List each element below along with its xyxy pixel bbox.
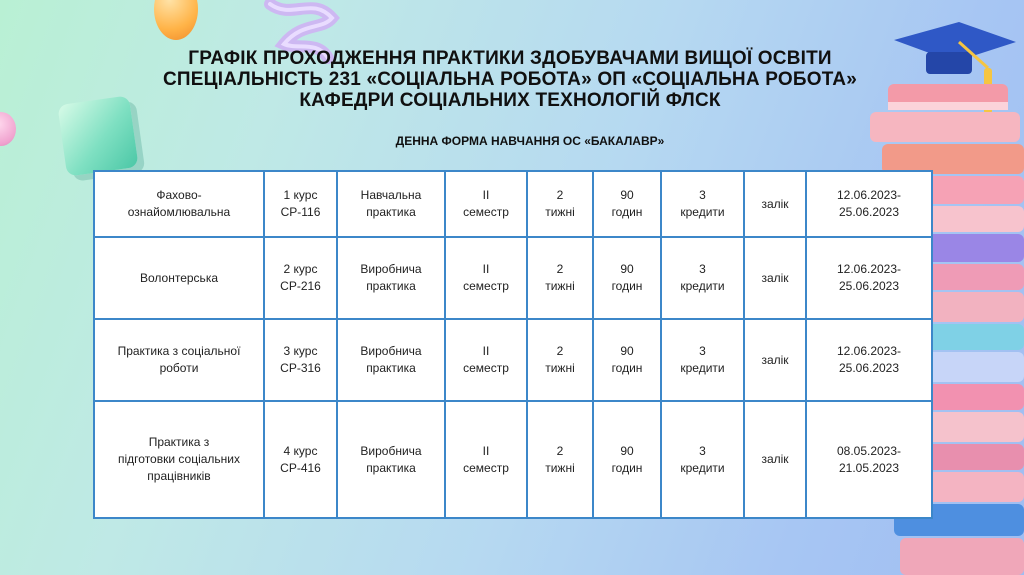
cell-text: 3 кредити — [680, 262, 725, 293]
cell-text: залік — [761, 352, 789, 367]
semester-cell — [445, 171, 527, 237]
cell-text: ІІ семестр — [463, 262, 509, 293]
practice-type-cell — [337, 319, 445, 401]
practice-name-cell — [94, 171, 264, 237]
cell-text: 3 кредити — [680, 443, 725, 475]
table-row — [94, 401, 932, 518]
course-group-cell — [264, 171, 337, 237]
practice-name-cell — [94, 401, 264, 518]
cell-text: Волонтерська — [140, 270, 218, 285]
title-line-1: ГРАФІК ПРОХОДЖЕННЯ ПРАКТИКИ ЗДОБУВАЧАМИ ВИЩОЇ ОСВІТИ — [188, 48, 832, 69]
cell-text: залік — [761, 452, 789, 466]
credits-cell — [661, 237, 744, 319]
cell-text: залік — [761, 196, 789, 211]
table-row — [94, 237, 932, 319]
orange-sphere-decoration — [154, 0, 198, 40]
title-line-3: КАФЕДРИ СОЦІАЛЬНИХ ТЕХНОЛОГІЙ ФЛСК — [299, 90, 721, 111]
cell-text: Виробнича практика — [360, 262, 422, 293]
cell-text: Практика з соціальної роботи — [117, 344, 241, 375]
cell-text: залік — [761, 270, 789, 285]
practice-schedule-table — [93, 170, 931, 517]
cell-text: 2 тижні — [545, 344, 575, 375]
date-range-cell — [806, 171, 932, 237]
assessment-cell — [744, 237, 806, 319]
hours-cell — [593, 237, 661, 319]
practice-type-cell — [337, 401, 445, 518]
cell-text: ІІ семестр — [463, 344, 509, 375]
assessment-cell — [744, 401, 806, 518]
pink-sphere-decoration — [0, 112, 16, 146]
cell-text: 2 тижні — [545, 262, 575, 293]
course-group-cell — [264, 401, 337, 518]
cell-text: 90 годин — [611, 443, 643, 475]
page-subtitle: ДЕННА ФОРМА НАВЧАННЯ ОС «БАКАЛАВР» — [395, 134, 665, 148]
cell-text: 12.06.2023- 25.06.2023 — [836, 188, 902, 219]
cell-text: 3 кредити — [680, 344, 725, 375]
hours-cell — [593, 319, 661, 401]
duration-weeks-cell — [527, 401, 593, 518]
credits-cell — [661, 171, 744, 237]
semester-cell — [445, 237, 527, 319]
cell-text: 90 годин — [611, 188, 643, 219]
practice-type-cell — [337, 171, 445, 237]
cell-text: 90 годин — [611, 262, 643, 293]
cell-text: 2 тижні — [545, 188, 575, 219]
cell-text: 4 курс СР-416 — [280, 443, 321, 475]
cell-text: Виробнича практика — [360, 344, 422, 375]
cell-text: ІІ семестр — [463, 443, 509, 475]
practice-name-cell — [94, 237, 264, 319]
cell-text: 08.05.2023- 21.05.2023 — [836, 443, 902, 475]
duration-weeks-cell — [527, 171, 593, 237]
cell-text: 2 курс СР-216 — [280, 262, 321, 293]
course-group-cell — [264, 319, 337, 401]
cell-text: 12.06.2023- 25.06.2023 — [836, 344, 902, 375]
cell-text: 3 курс СР-316 — [280, 344, 321, 375]
hours-cell — [593, 171, 661, 237]
cell-text: Фахово- ознайомлювальна — [127, 188, 231, 219]
credits-cell — [661, 401, 744, 518]
assessment-cell — [744, 171, 806, 237]
cell-text: Навчальна практика — [360, 188, 422, 219]
cell-text: 1 курс СР-116 — [280, 188, 321, 219]
page-title — [100, 48, 920, 111]
semester-cell — [445, 319, 527, 401]
practice-type-cell — [337, 237, 445, 319]
date-range-cell — [806, 237, 932, 319]
cell-text: 2 тижні — [545, 443, 575, 475]
cell-text: 3 кредити — [680, 188, 725, 219]
cell-text: 90 годин — [611, 344, 643, 375]
table-row — [94, 171, 932, 237]
assessment-cell — [744, 319, 806, 401]
date-range-cell — [806, 401, 932, 518]
cell-text: ІІ семестр — [463, 188, 509, 219]
hours-cell — [593, 401, 661, 518]
cell-text: 12.06.2023- 25.06.2023 — [836, 262, 902, 293]
course-group-cell — [264, 237, 337, 319]
date-range-cell — [806, 319, 932, 401]
table-row — [94, 319, 932, 401]
cell-text: Виробнича практика — [360, 443, 422, 475]
credits-cell — [661, 319, 744, 401]
duration-weeks-cell — [527, 319, 593, 401]
cell-text: Практика з підготовки соціальних працівників — [118, 435, 240, 483]
title-line-2: СПЕЦІАЛЬНІСТЬ 231 «СОЦІАЛЬНА РОБОТА» ОП «СОЦІАЛЬНА РОБОТА» — [162, 69, 857, 90]
practice-name-cell — [94, 319, 264, 401]
semester-cell — [445, 401, 527, 518]
duration-weeks-cell — [527, 237, 593, 319]
